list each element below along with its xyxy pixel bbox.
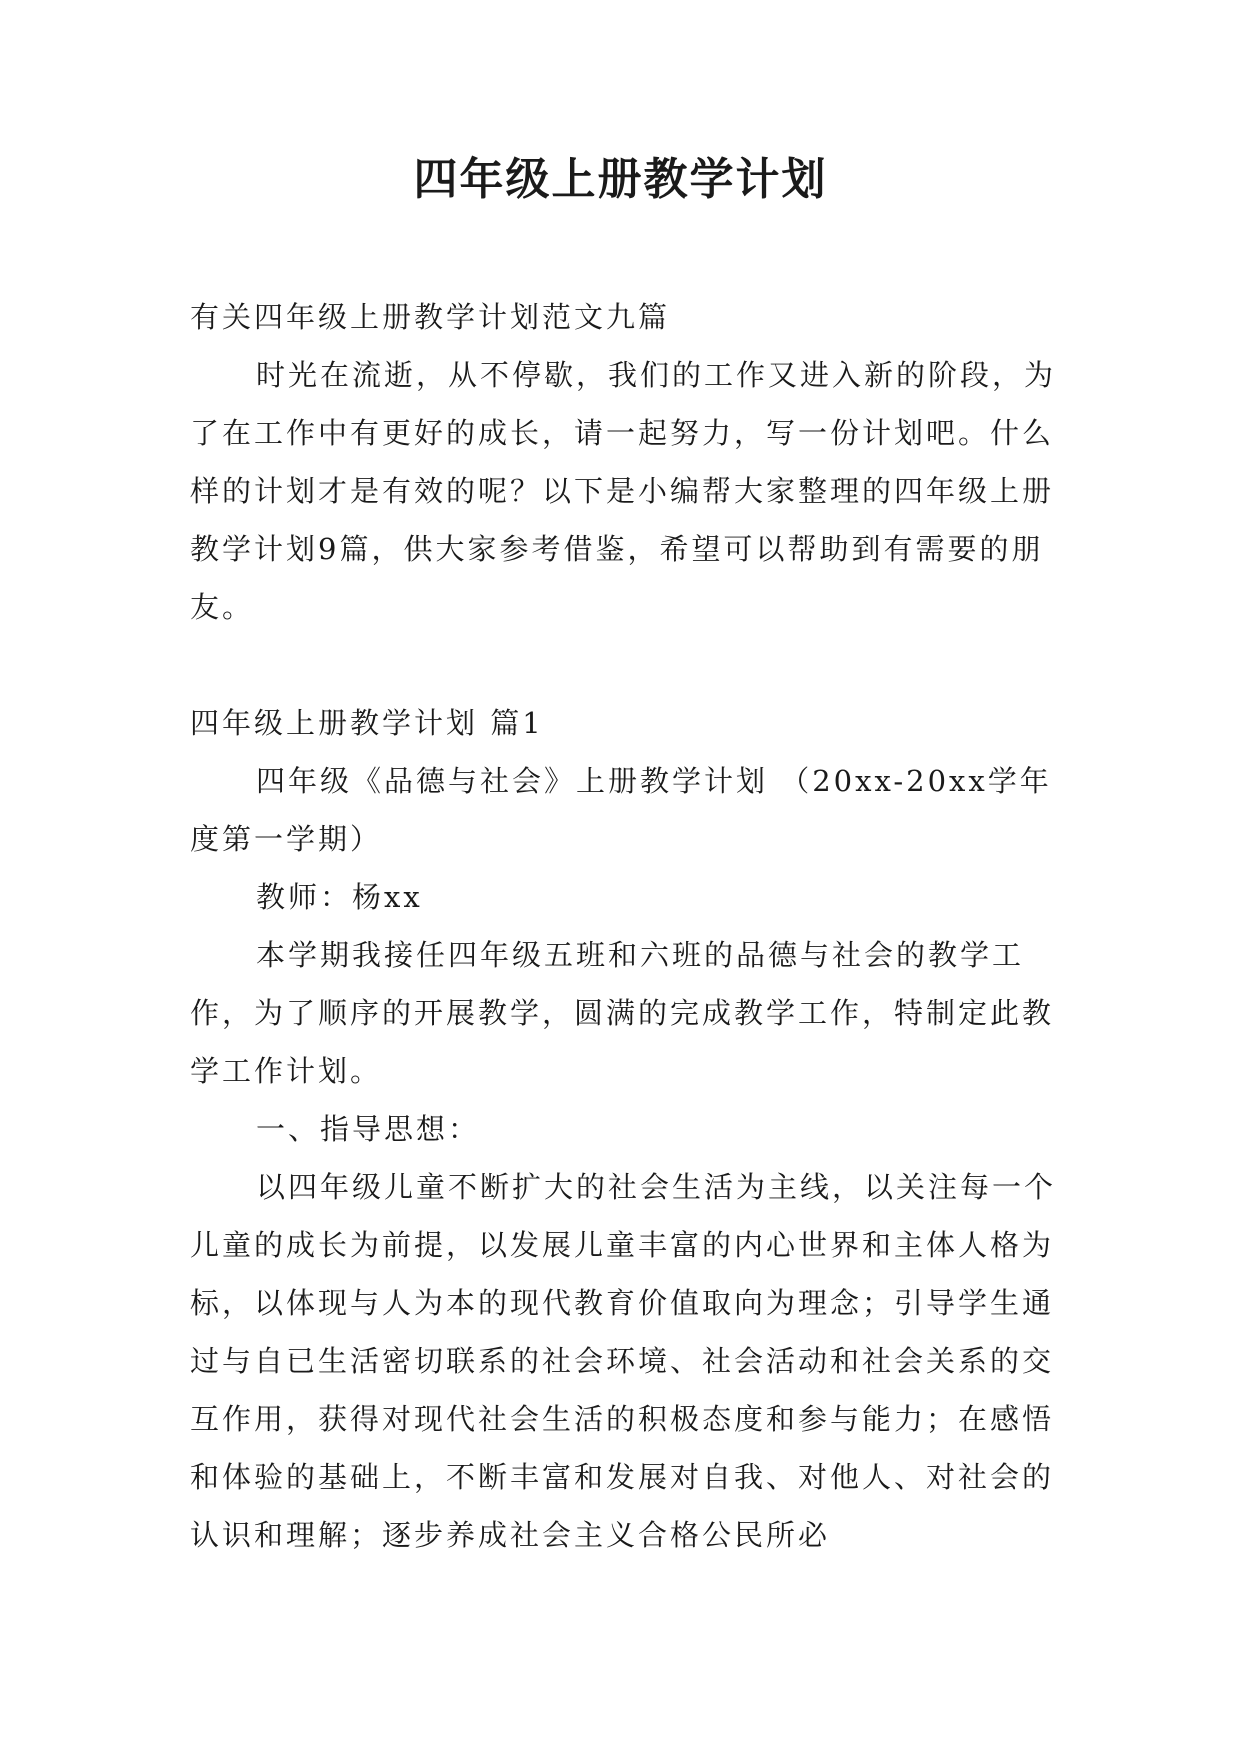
guide-heading: 一、指导思想： <box>256 1112 481 1146</box>
plan-title: 四年级《品德与社会》上册教学计划 （20xx-20xx学年度第一学期） <box>190 764 1052 856</box>
section-heading: 四年级上册教学计划 篇1 <box>190 706 544 740</box>
document-body <box>190 288 1070 1564</box>
intro-paragraph: 时光在流逝，从不停歇，我们的工作又进入新的阶段，为了在工作中有更好的成长，请一起努力，写一份计划吧。什么样的计划才是有效的呢？以下是小编帮大家整理的四年级上册教学计划9篇，供大家参考借鉴，希望可以帮助到有需要的朋友。 <box>190 358 1057 624</box>
document-subtitle: 有关四年级上册教学计划范文九篇 <box>190 300 671 334</box>
body-paragraph: 本学期我接任四年级五班和六班的品德与社会的教学工作，为了顺序的开展教学，圆满的完成教学工作，特制定此教学工作计划。 <box>190 938 1055 1088</box>
guide-paragraph: 以四年级儿童不断扩大的社会生活为主线，以关注每一个儿童的成长为前提，以发展儿童丰富的内心世界和主体人格为标，以体现与人为本的现代教育价值取向为理念；引导学生通过与自已生活密切联系的社会环境、社会活动和社会关系的交互作用，获得对现代社会生活的积极态度和参与能力；在感悟和体验的基础上，不断丰富和发展对自我、对他人、对社会的认识和理解；逐步养成社会主义合格公民所必 <box>190 1170 1057 1552</box>
section-spacer <box>190 636 1070 694</box>
teacher-line: 教师：杨xx <box>256 880 423 914</box>
document-title: 四年级上册教学计划 <box>413 154 828 205</box>
